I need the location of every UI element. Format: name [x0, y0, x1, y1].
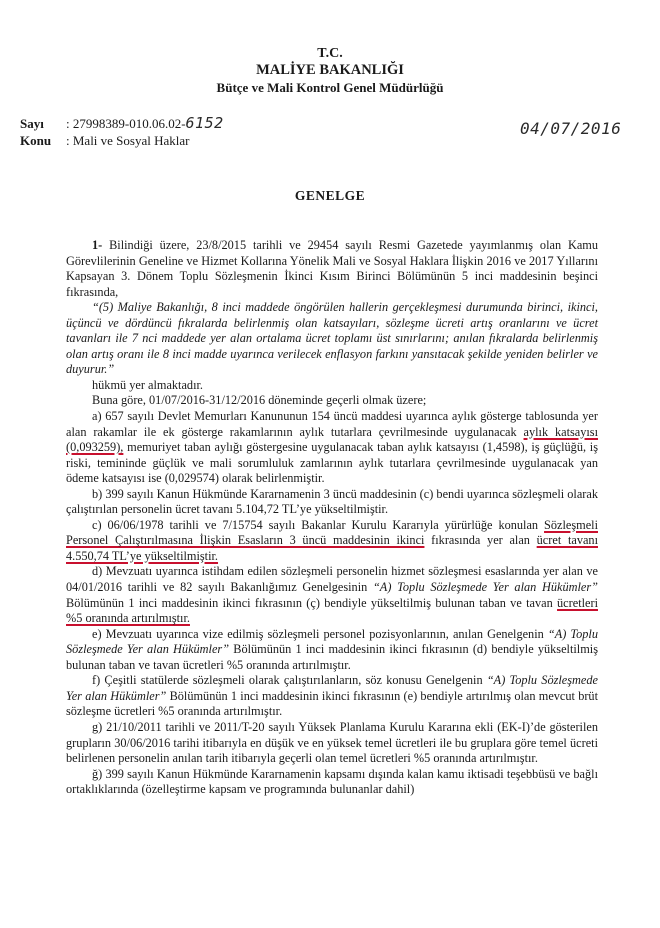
item-d-text-2: Bölümünün 1 inci maddesinin ikinci fıkrasının (ç) bendiyle yükseltilmiş bulunan taban ve tavan	[66, 595, 558, 610]
header-directorate: Bütçe ve Mali Kontrol Genel Müdürlüğü	[216, 80, 444, 95]
item-a	[66, 409, 598, 487]
konu-value: : Mali ve Sosyal Haklar	[66, 133, 190, 148]
item-e	[66, 627, 598, 674]
item-d-underlined: ücretleri %5 oranında artırılmıştır.	[66, 595, 598, 626]
item-c-text-1: c) 06/06/1978 tarihli ve 7/15754 sayılı Bakanlar Kurulu Kararıyla yürürlüğe konulan	[92, 517, 545, 532]
item-c	[66, 518, 598, 565]
paragraph-1	[66, 238, 598, 300]
sayi-value: : 27998389-010.06.02-	[66, 116, 186, 131]
sayi-handwritten: 6152	[185, 114, 224, 132]
document-body	[66, 238, 598, 798]
item-e-text-2: Bölümünün 1 inci maddesinin ikinci fıkrasının (d) bendiyle yükseltilmiş bulunan taban ve tavan ücretleri %5 oranında artırılmıştır.	[66, 642, 598, 672]
item-a-text-1: a) 657 sayılı Devlet Memurları Kanununun 154 üncü maddesi uyarınca aylık gösterge tablosunda yer alan rakamlar ile ek gösterge rakamlarının aylık tutarlara çevrilmesinde uygulanacak	[66, 409, 598, 439]
item-a-underlined: aylık katsayısı (0,093259),	[66, 424, 599, 455]
item-b: b) 399 sayılı Kanun Hükmünde Kararnamenin 3 üncü maddesinin (c) bendi uyarınca sözleşmeli olarak çalıştırılan personelin ücret tavanı 5.104,72 TL’ye yükseltilmiştir.	[66, 486, 598, 517]
item-c-underlined-2: ücret tavanı 4.550,74 TL’ye yükseltilmiştir.	[66, 533, 598, 563]
item-d	[66, 564, 598, 626]
item-f-text-1: f) Çeşitli statülerde sözleşmeli olarak çalıştırılanların, söz konusu Genelgenin	[92, 673, 487, 688]
item-f	[66, 673, 598, 720]
document-title: GENELGE	[294, 188, 366, 203]
header-ministry: MALİYE BAKANLIĞI	[256, 62, 404, 78]
sayi-line	[20, 114, 224, 132]
item-g: g) 21/10/2011 tarihli ve 2011/T-20 sayılı Yüksek Planlama Kurulu Kararına ekli (EK-I)’de gösterilen grupların 30/06/2016 tarihi itibarıyla en düşük ve en yüksek temel ücretleri ile bu gruplara göre temel ücreti belirlenen personelin anılan tarih itibarıyla geçerli olan temel ücretleri %5 oranında artırılmıştır.	[66, 719, 598, 766]
item-c-underlined-1: Sözleşmeli Personel Çalıştırılmasına İlişkin Esasların 3 üncü maddesinin ikinci	[66, 517, 598, 548]
paragraph-buna-gore: Buna göre, 01/07/2016-31/12/2016 döneminde geçerli olmak üzere;	[92, 393, 427, 408]
item-f-quote: “A) Toplu Sözleşmede Yer alan Hükümler”	[66, 673, 598, 703]
item-a-text-2: memuriyet taban aylığı göstergesine uygulanacak taban aylık katsayısı (1,4598), iş güçlüğü, iş riski, temininde güçlük ve mali sorumluluk zamlarının aylık tutarlara çevrilmesinde uygulanacak yan ödeme katsayısı ise (0,029574) olarak belirlenmiştir.	[66, 440, 598, 486]
item-f-text-2: Bölümünün 1 inci maddesinin ikinci fıkrasının (e) bendiyle artırılmış olan mevcut brüt sözleşme ücretleri %5 oranında artırılmıştır.	[66, 688, 598, 719]
quoted-clause: “(5) Maliye Bakanlığı, 8 inci maddede öngörülen hallerin gerçekleşmesi durumunda birinci, ikinci, üçüncü ve dördüncü fıkralarda belirlenmiş olan katsayıları, sözleşme ücreti artış oranlarını ve ücret tavanları ile 7 nci maddede yer alan ortalama ücret toplamı üst sınırlarını; anılan fıkralarda belirlenmiş olan artış oranı ile 8 inci madde uyarınca verilecek enflasyon farkını yansıtacak şekilde yeniden belirler ve duyurur.”	[66, 300, 598, 377]
item-d-quote: “A) Toplu Sözleşmede Yer alan Hükümler”	[372, 580, 598, 595]
header-country: T.C.	[317, 46, 343, 61]
item-e-text-1: e) Mevzuatı uyarınca vize edilmiş sözleşmeli personel pozisyonlarının, anılan Genelgenin	[92, 626, 548, 641]
item-gg: ğ) 399 sayılı Kanun Hükmünde Kararnamenin kapsamı dışında kalan kamu iktisadi teşebbüsü ve bağlı ortaklıklarında (özelleştirme kapsam ve programında bulunanlar dahil)	[66, 766, 598, 797]
handwritten-date: 04/07/2016	[520, 119, 622, 138]
paragraph-1-text: Bilindiği üzere, 23/8/2015 tarihli ve 29454 sayılı Resmi Gazetede yayımlanmış olan Kamu Görevlilerinin Geneline ve Hizmet Kollarına Yönelik Mali ve Sosyal Haklara İlişkin 2016 ve 2017 Yıllarını Kapsayan 3. Dönem Toplu Sözleşmenin İkinci Kısım Birinci Bölümünün 5 inci maddesinin beşinci fıkrasında,	[66, 238, 598, 299]
paragraph-1-number: 1-	[92, 238, 103, 252]
item-d-text-1: d) Mevzuatı uyarınca istihdam edilen sözleşmeli personelin hizmet sözleşmesi esaslarında yer alan ve 04/01/2016 tarihli ve 82 sayılı Bakanlığımız Genelgesinin	[66, 564, 598, 595]
konu-label: Konu	[20, 133, 52, 148]
item-c-text-2: fıkrasında yer alan	[424, 533, 537, 548]
konu-line	[20, 133, 189, 149]
sayi-label: Sayı	[20, 116, 44, 131]
paragraph-hukmu: hükmü yer almaktadır.	[92, 377, 203, 392]
item-e-quote: “A) Toplu Sözleşmede Yer alan Hükümler”	[66, 626, 598, 657]
